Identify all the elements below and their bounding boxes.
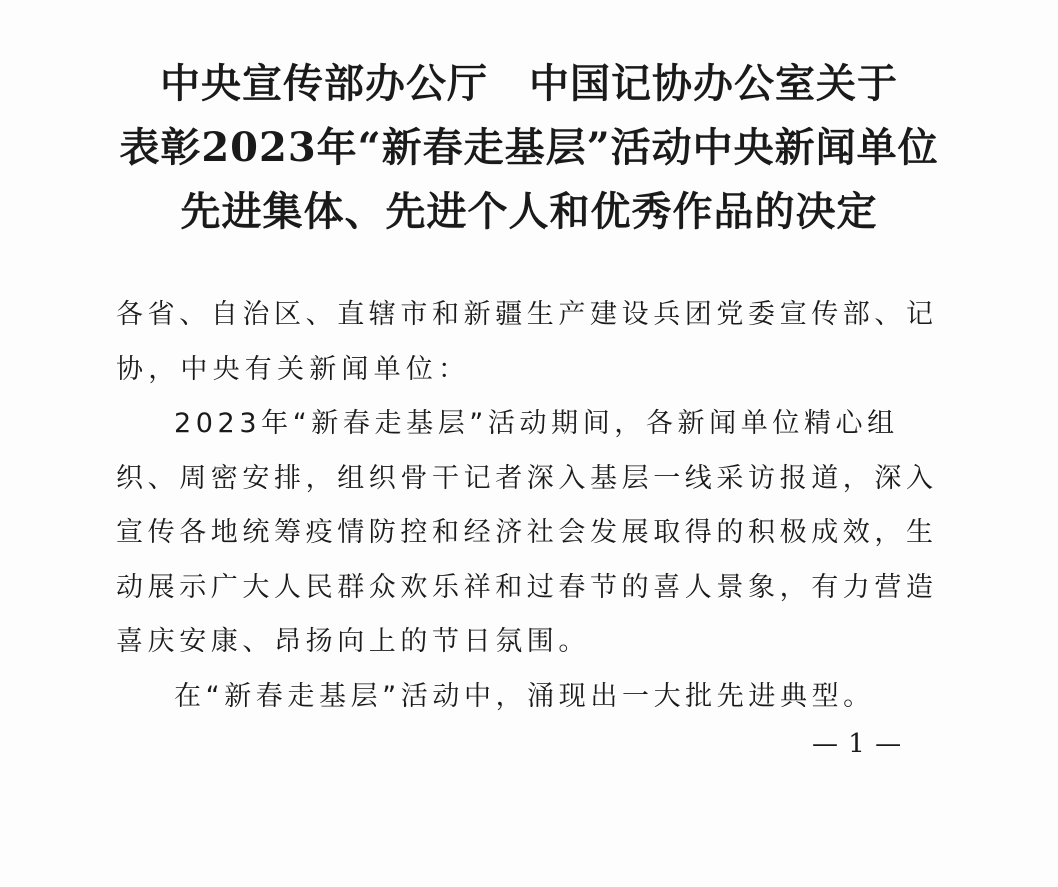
title-line-3: 先进集体、先进个人和优秀作品的决定 bbox=[180, 188, 878, 235]
paragraph-1-line-3: 宣传各地统筹疫情防控和经济社会发展取得的积极成效，生 bbox=[116, 517, 938, 548]
paragraph-1-line-5: 喜庆安康、昂扬向上的节日氛围。 bbox=[116, 626, 590, 657]
title-line-1: 中央宣传部办公厅 中国记协办公室关于 bbox=[160, 60, 898, 107]
document-body bbox=[116, 288, 938, 724]
paragraph-2-line-1: 在“新春走基层”活动中，涌现出一大批先进典型。 bbox=[174, 680, 875, 712]
paragraph-1-line-1: 2023年“新春走基层”活动期间，各新闻单位精心组 bbox=[174, 408, 899, 439]
salutation-line-1: 各省、自治区、直辖市和新疆生产建设兵团党委宣传部、记 bbox=[116, 299, 938, 330]
paragraph-1-line-2: 织、周密安排，组织骨干记者深入基层一线采访报道，深入 bbox=[116, 462, 938, 494]
document-title bbox=[0, 52, 1058, 244]
salutation-line-2: 协，中央有关新闻单位： bbox=[116, 353, 471, 385]
page-number: — 1 — bbox=[812, 729, 903, 759]
title-line-2: 表彰2023年“新春走基层”活动中央新闻单位 bbox=[119, 124, 939, 171]
paragraph-1-line-4: 动展示广大人民群众欢乐祥和过春节的喜人景象，有力营造 bbox=[116, 571, 938, 603]
